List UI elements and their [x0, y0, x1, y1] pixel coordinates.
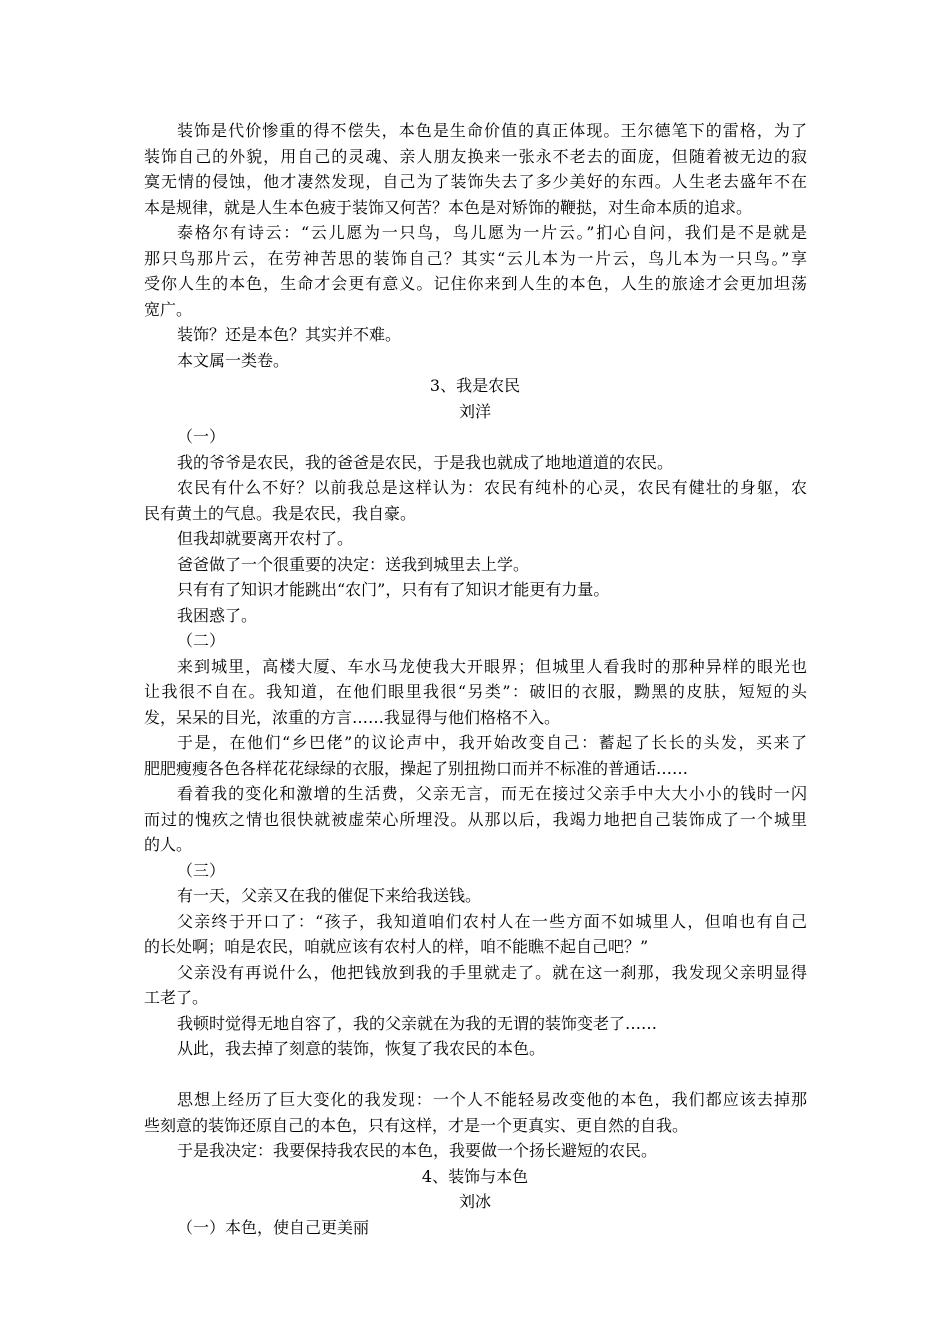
text-line: 我的爷爷是农民，我的爸爸是农民，于是我也就成了地地道道的农民。: [177, 452, 674, 472]
text-line: 于是，在他们“乡巴佬”的议论声中，我开始改变自己：蓄起了长长的头发，买来了: [177, 733, 807, 752]
text-line: 父亲没有再说什么，他把钱放到我的手里就走了。就在这一刹那，我发现父亲明显得: [177, 962, 807, 982]
section-heading: （二）: [177, 631, 226, 650]
paragraph: [0, 1036, 950, 1062]
text-line: 工老了。: [144, 988, 209, 1007]
text-line: 泰格尔有诗云：“云儿愿为一只鸟，鸟儿愿为一片云。”扪心自问，我们是不是就是: [177, 223, 807, 242]
essay-author: 刘洋: [458, 401, 491, 421]
text-line: 宽广。: [144, 299, 193, 319]
text-line: 看着我的变化和激增的生活费，父亲无言，而无在接过父亲手中大大小小的钱时一闪: [177, 784, 807, 803]
text-line: 思想上经历了巨大变化的我发现：一个人不能轻易改变他的本色，我们都应该去掉那: [177, 1090, 807, 1109]
text-line: 从此，我去掉了刻意的装饰，恢复了我农民的本色。: [177, 1039, 546, 1058]
blank-line: [0, 1062, 950, 1088]
paragraph: [0, 526, 950, 552]
essay-author: 刘冰: [458, 1192, 491, 1211]
text-line: 发，呆呆的目光，浓重的方言……我显得与他们格格不入。: [144, 707, 561, 727]
text-line: 父亲终于开口了：“孩子，我知道咱们农村人在一些方面不如城里人，但咱也有自己: [177, 911, 807, 931]
text-line: 装饰？还是本色？其实并不难。: [177, 325, 402, 344]
text-line: 那只鸟那片云，在劳神苦思的装饰自己？其实“云儿本为一片云，鸟儿本为一只鸟。”享: [144, 248, 807, 268]
text-line: 来到城里，高楼大厦、车水马龙使我大开眼界；但城里人看我时的那种异样的眼光也: [177, 656, 807, 676]
paragraph: [0, 1138, 950, 1164]
paragraph: [0, 909, 950, 960]
text-line: 受你人生的本色，生命才会更有意义。记住你来到人生的本色，人生的旅途才会更加坦荡: [144, 274, 807, 293]
paragraph: [0, 603, 950, 629]
text-line: 些刻意的装饰还原自己的本色，只有这样，才是一个更真实、更自然的自我。: [144, 1115, 689, 1135]
paragraph: [0, 348, 950, 374]
text-line: 肥肥瘦瘦各色各样花花绿绿的衣服，操起了别扭拗口而并不标准的普通话……: [144, 758, 689, 778]
text-line: 装饰自己的外貌，用自己的灵魂、亲人朋友换来一张永不老去的面庞，但随着被无边的寂: [144, 146, 807, 166]
essay-title: 3、我是农民: [429, 376, 521, 395]
text-line: 民有黄土的气息。我是农民，我自豪。: [144, 503, 417, 523]
text-line: 而过的愧疚之情也很快就被虚荣心所埋没。从那以后，我竭力地把自己装饰成了一个城里: [144, 809, 807, 829]
paragraph: [0, 730, 950, 781]
text-line: 爸爸做了一个很重要的决定：送我到城里去上学。: [177, 554, 530, 574]
paragraph: [0, 654, 950, 731]
section-heading: （一）: [177, 427, 226, 446]
text-line: 本文属一类卷。: [177, 350, 290, 370]
text-line: 但我却就要离开农村了。: [177, 529, 354, 548]
text-line: 本是规律，就是人生本色疲于装饰又何苦？本色是对矫饰的鞭挞，对生命本质的追求。: [144, 197, 753, 217]
text-line: 装饰是代价惨重的得不偿失，本色是生命价值的真正体现。王尔德笔下的雷格，为了: [177, 121, 807, 140]
text-line: 农民有什么不好？以前我总是这样认为：农民有纯朴的心灵，农民有健壮的身躯，农: [177, 478, 807, 497]
paragraph: [0, 450, 950, 476]
text-line: 寞无情的侵蚀，他才凄然发现，自己为了装饰失去了多少美好的东西。人生老去盛年不在: [144, 172, 807, 191]
document-page: [0, 118, 950, 1240]
paragraph: [0, 883, 950, 909]
text-line: 于是我决定：我要保持我农民的本色，我要做一个扬长避短的农民。: [177, 1141, 658, 1160]
text-line: 的人。: [144, 835, 193, 854]
paragraph: [0, 220, 950, 322]
paragraph: [0, 475, 950, 526]
section-heading: （三）: [177, 860, 226, 880]
text-line: 的长处啊；咱是农民，咱就应该有农村人的样，咱不能瞧不起自己吧？”: [144, 937, 649, 956]
paragraph: [0, 960, 950, 1011]
text-line: 我困惑了。: [177, 605, 258, 625]
paragraph: [0, 552, 950, 578]
text-line: 有一天，父亲又在我的催促下来给我送钱。: [177, 886, 482, 905]
section-heading: （一）本色，使自己更美丽: [177, 1217, 370, 1237]
text-line: 只有有了知识才能跳出“农门”，只有有了知识才能更有力量。: [177, 580, 610, 599]
paragraph: [0, 781, 950, 858]
paragraph: [0, 118, 950, 220]
paragraph: [0, 577, 950, 603]
paragraph: [0, 322, 950, 348]
text-line: 我顿时觉得无地自容了，我的父亲就在为我的无谓的装饰变老了……: [177, 1013, 658, 1033]
paragraph: [0, 1087, 950, 1138]
essay-title: 4、装饰与本色: [421, 1166, 529, 1186]
text-line: 让我很不自在。我知道，在他们眼里我很“另类”：破旧的衣服，黝黑的皮肤，短短的头: [144, 682, 807, 701]
paragraph: [0, 1011, 950, 1037]
